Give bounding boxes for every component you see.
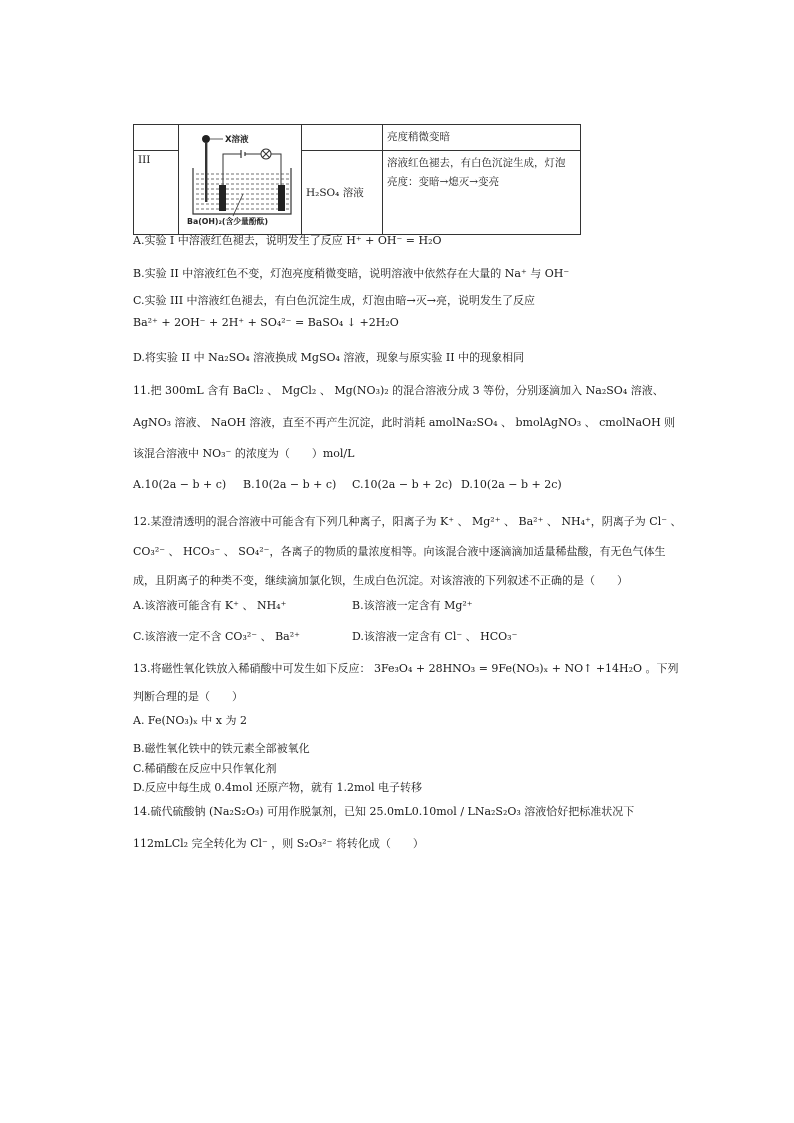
q12-stem: CO₃²⁻ 、 HCO₃⁻ 、 SO₄²⁻，各离子的物质的量浓度相等。向该混合液中逐滴滴加适量稀盐酸，有无色气体生 — [133, 545, 666, 558]
solution-cell: H₂SO₄ 溶液 — [302, 151, 383, 235]
q14-stem: 112mLCl₂ 完全转化为 Cl⁻ ，则 S₂O₃²⁻ 将转化成（ ） — [133, 837, 424, 850]
apparatus-label-bottom: Ba(OH)₂(含少量酚酞) — [187, 217, 269, 226]
q11-option-d: D.10(2a − b + 2c) — [461, 478, 562, 491]
q13-stem: 13.将磁性氧化铁放入稀硝酸中可发生如下反应： 3Fe₃O₄ + 28HNO₃ = 9Fe(NO₃)ₓ + NO↑ +14H₂O 。下列 — [133, 662, 679, 675]
q13-option-c: C.稀硝酸在反应中只作氧化剂 — [133, 762, 277, 775]
result-line: 溶液红色褪去，有白色沉淀生成，灯泡 — [387, 157, 566, 169]
top-row-result: 亮度稍微变暗 — [383, 125, 581, 151]
q11-option-c: C.10(2a − b + 2c) — [352, 478, 453, 491]
q11-stem: AgNO₃ 溶液、 NaOH 溶液，直至不再产生沉淀，此时消耗 amolNa₂SO₄ 、 bmolAgNO₃ 、 cmolNaOH 则 — [133, 416, 676, 429]
q10-option-d: D.将实验 II 中 Na₂SO₄ 溶液换成 MgSO₄ 溶液，现象与原实验 II 中的现象相同 — [133, 351, 525, 364]
q12-option-d: D.该溶液一定含有 Cl⁻ 、 HCO₃⁻ — [352, 630, 518, 643]
q11-stem: 该混合溶液中 NO₃⁻ 的浓度为（ ）mol/L — [133, 447, 355, 460]
experiment-table — [133, 124, 581, 235]
conductivity-apparatus-diagram — [183, 128, 297, 226]
q12-option-a: A.该溶液可能含有 K⁺ 、 NH₄⁺ — [133, 599, 287, 612]
q11-option-a: A.10(2a − b + c) — [133, 478, 227, 491]
q13-option-b: B.磁性氧化铁中的铁元素全部被氧化 — [133, 742, 310, 755]
table-cell — [134, 125, 179, 151]
table-cell — [302, 125, 383, 151]
q12-stem: 12.某澄清透明的混合溶液中可能含有下列几种离子，阳离子为 K⁺ 、 Mg²⁺ 、 Ba²⁺ 、 NH₄⁺，阴离子为 Cl⁻ 、 — [133, 515, 682, 528]
apparatus-label-x: X溶液 — [225, 135, 249, 145]
q10-option-c-equation: Ba²⁺ + 2OH⁻ + 2H⁺ + SO₄²⁻ = BaSO₄ ↓ +2H₂O — [133, 316, 399, 329]
q11-stem: 11.把 300mL 含有 BaCl₂ 、 MgCl₂ 、 Mg(NO₃)₂ 的混合溶液分成 3 等份，分别逐滴加入 Na₂SO₄ 溶液、 — [133, 384, 664, 397]
q12-stem: 成，且阴离子的种类不变，继续滴加氯化钡，生成白色沉淀。对该溶液的下列叙述不正确的是（ ） — [133, 574, 628, 587]
q12-option-b: B.该溶液一定含有 Mg²⁺ — [352, 599, 473, 612]
q13-stem: 判断合理的是（ ） — [133, 690, 243, 703]
q10-option-a: A.实验 I 中溶液红色褪去，说明发生了反应 H⁺ + OH⁻ = H₂O — [133, 234, 442, 247]
q10-option-b: B.实验 II 中溶液红色不变，灯泡亮度稍微变暗，说明溶液中依然存在大量的 Na⁺ 与 OH⁻ — [133, 267, 570, 280]
result-cell — [383, 151, 581, 235]
q13-option-a: A. Fe(NO₃)ₓ 中 x 为 2 — [133, 714, 247, 727]
apparatus-cell — [179, 125, 302, 235]
q10-option-c: C.实验 III 中溶液红色褪去，有白色沉淀生成，灯泡由暗→灭→亮，说明发生了反应 — [133, 294, 535, 307]
experiment-label: III — [134, 151, 179, 235]
result-line: 亮度：变暗→熄灭→变亮 — [387, 176, 500, 188]
q12-option-c: C.该溶液一定不含 CO₃²⁻ 、 Ba²⁺ — [133, 630, 300, 643]
q11-option-b: B.10(2a − b + c) — [243, 478, 337, 491]
q13-option-d: D.反应中每生成 0.4mol 还原产物，就有 1.2mol 电子转移 — [133, 781, 423, 794]
q14-stem: 14.硫代硫酸钠 (Na₂S₂O₃) 可用作脱氯剂，已知 25.0mL0.10mol / LNa₂S₂O₃ 溶液恰好把标准状况下 — [133, 805, 635, 818]
